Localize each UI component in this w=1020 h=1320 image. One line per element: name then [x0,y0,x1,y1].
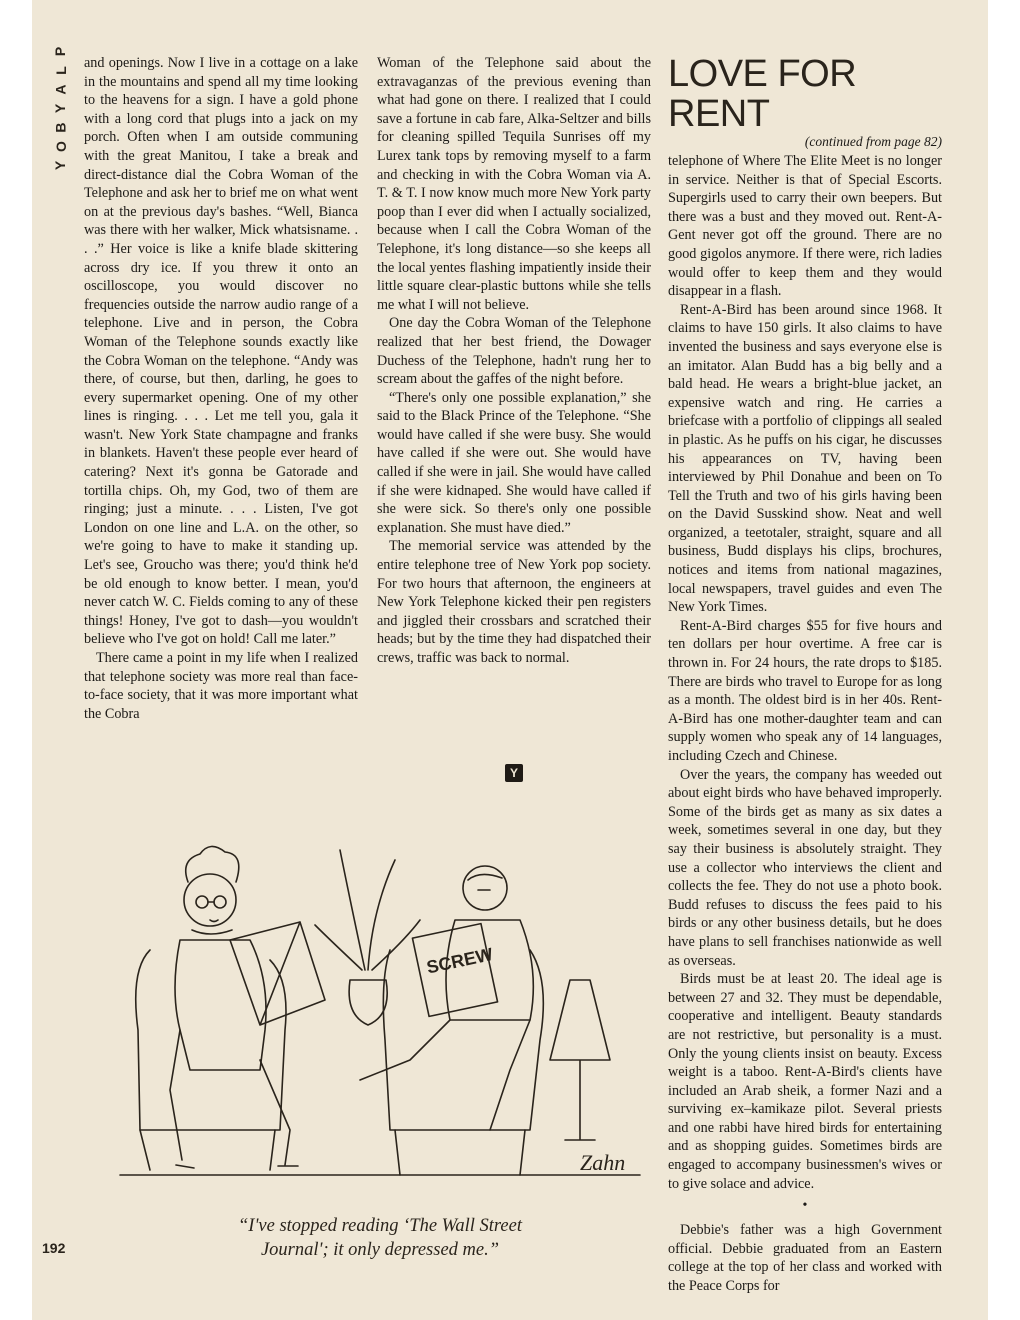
paragraph: Woman of the Telephone said about the extravaganzas of the previous evening than what had gone on there. I realized that I could save a fortune in cab fare, Alka-Seltzer and bills for cleaning spilled Tequila Sunrises off my Lurex tank tops by removing myself to a farm and checking in with the Cobra Woman via A. T. & T. I now know much more New York party poop than I ever did when I actually socialized, because when I call the Cobra Woman of the Telephone, it's long distance—so she keeps all the local yentes flashing impatiently inside their little square clear-plastic buttons while she tells me what I will not believe. [377,55,651,313]
paragraph: The memorial service was attended by the entire telephone tree of New York pop society. For two hours that afternoon, the engineers at New York Telephone kicked their pen registers and jiggled their crossbars and scratched their heads; but by the time they had dispatched their crews, traffic was back to normal. [377,538,651,666]
paragraph: There came a point in my life when I realized that telephone society was more real than face-to-face society, that it was more important what the Cobra [84,650,358,722]
magazine-spine-title [50,42,72,175]
spine-letter: Y [52,160,69,171]
woman-head [184,874,236,926]
cartoon-illustration [110,830,650,1205]
newspaper [230,922,325,1025]
man-head [463,866,507,910]
paragraph: One day the Cobra Woman of the Telephone realized that her best friend, the Dowager Duchess of the Telephone, hadn't rung her to scream about the gaffes of the night before. [377,315,651,388]
article-heading: LOVE FOR RENT [668,53,857,135]
paragraph: Over the years, the company has weeded out about eight birds who have behaved improperly. Some of the birds get as many as six dates a week, sometimes several in one day, but they say their business is absolutely straight. They use a collector who interviews the client and collects the fee. They do not use a photo book. Budd refuses to discuss the fees paid to his birds or any other business details, but he does have plans to sell franchises nationwide as well as overseas. [668,766,942,969]
paragraph: Rent-A-Bird charges $55 for five hours and ten dollars per hour overtime. A free car is thrown in. For 24 hours, the rate drops to $185. There are birds who travel to Europe for as long as a month. The oldest bird is in her 40s. Rent-A-Bird has one mother-daughter team and can supply women who speak any of 14 languages, including Czech and Chinese. [668,617,942,764]
spine-letter: B [52,122,69,133]
caption-line: “I've stopped reading ‘The Wall Street [238,1216,522,1236]
potted-plant [315,850,420,970]
paragraph: telephone of Where The Elite Meet is no longer in service. Neither is that of Special Escorts. Supergirls used to carry their own beepers. But there was a bust and they moved out. Rent-A-Gent never got off the ground. There are no good gigolos anymore. If there were, rich ladies would offer to keep them and they would disappear in a flash. [668,153,942,300]
paragraph: and openings. Now I live in a cottage on a lake in the mountains and spend all my time looking to the heavens for a sign. I have a gold phone with a long cord that plugs into a jack on my porch. Often when I am outside communing with the great Manitou, I take a break and direct-distance dial the Cobra Woman of the Telephone and ask her to brief me on what went on at the previous day's bashes. “Well, Bianca was there with her walker, Mick whatsisname. . . .” Her voice is like a knife blade skittering across dry ice. If you threw it onto an oscilloscope, you would discover no frequencies outside the narrow audio range of a telephone. Live and in person, the Cobra Woman of the Telephone sounds exactly like the Cobra Woman on the telephone. “Andy was there, of course, but then, darling, he goes to every supermarket opening. One of my other lines is ringing. . . . Let me tell you, gala it wasn't. New York State champagne and franks in blankets. Haven't these people ever heard of catering? Next it's gonna be Gatorade and tortilla chips. Oh, my God, two of them are ringing; just a minute. . . . Listen, I've got London on one line and L.A. on the other, so we're going to have to make it standing up. Let's see, Groucho was there; you'd think he'd be old enough to know better. I mean, you'd never catch W. C. Fields coming to any of these things! Honey, I've got to dash—you wouldn't believe who I've got on hold! Call me later.” [84,55,358,648]
article-column-1 [84,54,358,723]
spine-letter: P [52,46,69,57]
page-number: 192 [42,1240,66,1256]
end-of-story-mark: Y [505,764,523,782]
paragraph: Birds must be at least 20. The ideal age is between 27 and 32. They must be dependable, cooperative and intelligent. Beauty standards are not restrictive, but personality is a must. Only the young clients insist on beauty. Excess weight is a taboo. Rent-A-Bird's clients have included an Arab sheik, a former Nazi and a surviving ex–kamikaze pilot. Several priests and one rabbi have hired birds for entertaining and as shopping guides. Sometimes birds are engaged to accompany businessmen's wives or to give solace and advice. [668,971,942,1192]
paragraph: Debbie's father was a high Government official. Debbie graduated from an Eastern college at the top of her class and worked with the Peace Corps for [668,1222,942,1295]
continued-note: (continued from page 82) [804,134,942,149]
article-column-3 [668,54,942,1296]
spine-letter: L [52,66,69,75]
paragraph: “There's only one possible explanation,” she said to the Black Prince of the Telephone. “She would have called if she were busy. She would have called if she were out. She would have called if she were in jail. She would have called if she were kidnaped. She would have called if she were sick. So there's only one possible explanation. She must have died.” [377,389,651,536]
spine-letter: A [52,84,69,95]
spine-letter: Y [52,103,69,114]
spine-letter: O [52,141,69,152]
artist-signature: Zahn [580,1150,626,1175]
section-separator: • [802,1198,808,1214]
lamp [550,980,610,1140]
magazine-cover-text: SCREW [424,944,495,978]
armchair-right [383,950,543,1130]
paragraph: Rent-A-Bird has been around since 1968. It claims to have 150 girls. It also claims to have invented the business and says everyone else is an imitator. Alan Budd has a big belly and a bald head. He wears a bright-blue jacket, an expensive watch and ring. He carries a briefcase with a portfolio of clippings all sealed in plastic. As he puffs on his cigar, he discusses his appearances on TV, having been interviewed by Phil Donahue and been on To Tell the Truth and two of his girls having been on the David Susskind show. Neat and well organized, a teetotaler, straight, square and all business, Budd displays his clips, brochures, notices and items from national magazines, local newspapers, travel guides and even The New York Times. [668,301,942,616]
cartoon-caption [190,1214,570,1262]
article-column-2 [377,54,651,668]
caption-line: Journal'; it only depressed me.” [260,1240,500,1260]
